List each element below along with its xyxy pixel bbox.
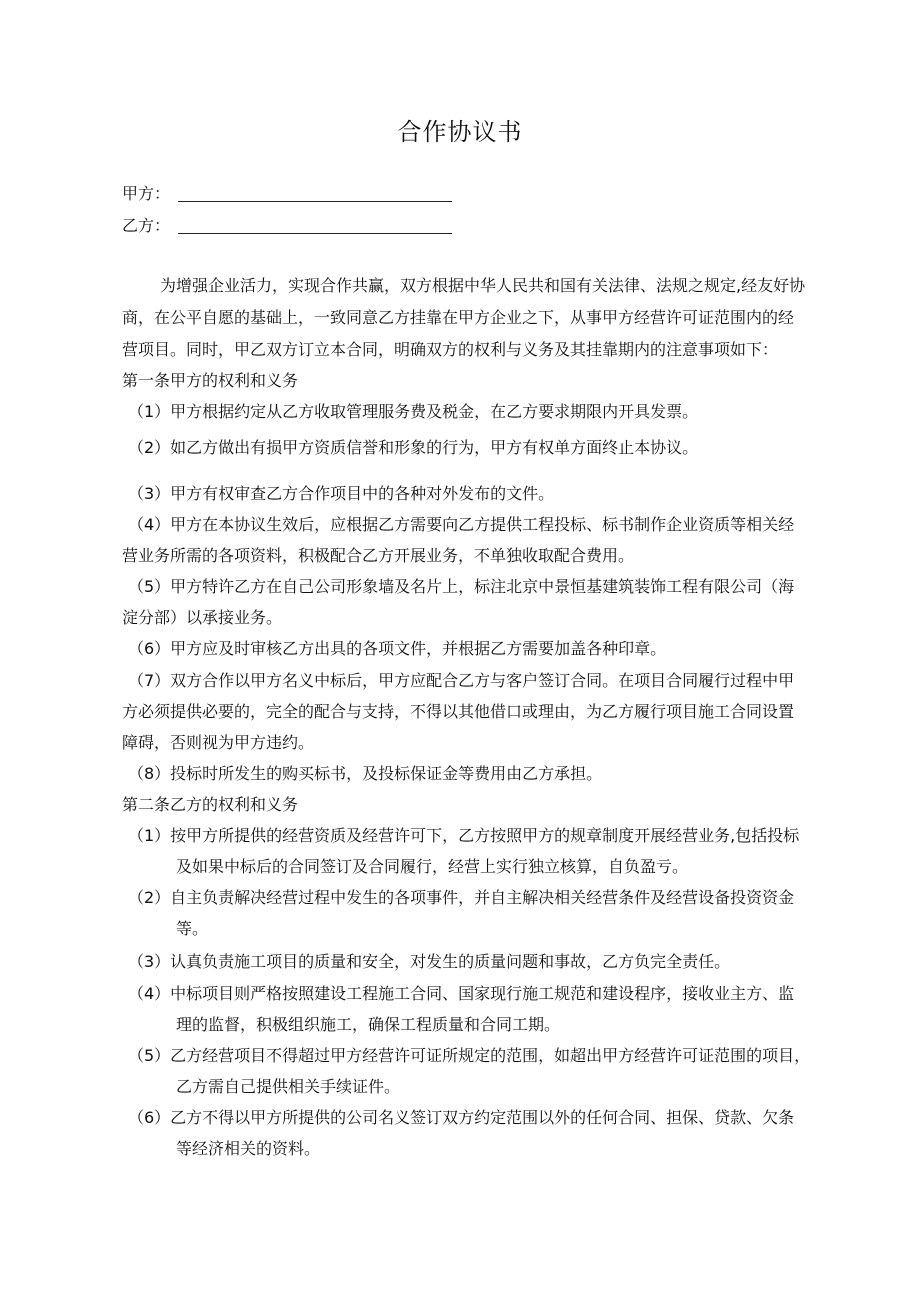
section-2-item-4: （4）中标项目则严格按照建设工程施工合同、国家现行施工规范和建设程序，接收业主方、监	[128, 984, 795, 1003]
party-b-blank-line	[178, 233, 452, 234]
section-1-item-2: （2）如乙方做出有损甲方资质信誉和形象的行为，甲方有权单方面终止本协议。	[128, 438, 699, 457]
section-1-item-6: （6）甲方应及时审核乙方出具的各项文件，并根据乙方需要加盖各种印章。	[128, 639, 667, 658]
section-2-item-6-cont: 等经济相关的资料。	[176, 1139, 321, 1158]
section-2-item-1: （1）按甲方所提供的经营资质及经营许可下，乙方按照甲方的规章制度开展经营业务,包括投标	[128, 826, 800, 845]
section-1-item-5-cont: 淀分部）以承接业务。	[122, 608, 283, 627]
intro-line: 营项目。同时，甲乙双方订立本合同，明确双方的权利与义务及其挂靠期内的注意事项如下：	[122, 340, 779, 359]
section-1-item-5: （5）甲方特许乙方在自己公司形象墙及名片上，标注北京中景恒基建筑装饰工程有限公司（海	[128, 577, 795, 596]
section-2-item-6: （6）乙方不得以甲方所提供的公司名义签订双方约定范围以外的任何合同、担保、贷款、欠条	[128, 1108, 795, 1127]
section-2-item-2: （2）自主负责解决经营过程中发生的各项事件，并自主解决相关经营条件及经营设备投资资金	[128, 888, 795, 907]
section-2-item-1-cont: 及如果中标后的合同签订及合同履行，经营上实行独立核算，自负盈亏。	[176, 857, 689, 876]
section-1-item-4: （4）甲方在本协议生效后，应根据乙方需要向乙方提供工程投标、标书制作企业资质等相关经	[128, 515, 795, 534]
party-b-label: 乙方：	[122, 216, 171, 235]
intro-line: 商，在公平自愿的基础上，一致同意乙方挂靠在甲方企业之下，从事甲方经营许可证范围内的经	[122, 308, 795, 327]
intro-line: 为增强企业活力，实现合作共赢，双方根据中华人民共和国有关法律、法规之规定,经友好协	[160, 276, 806, 295]
section-1-item-1: （1）甲方根据约定从乙方收取管理服务费及税金，在乙方要求期限内开具发票。	[128, 402, 699, 421]
document-title: 合作协议书	[397, 118, 523, 146]
section-1-item-7-cont: 方必须提供必要的，完全的配合与支持，不得以其他借口或理由，为乙方履行项目施工合同设置	[122, 702, 795, 721]
party-a-row	[122, 182, 178, 206]
section-2-item-5-cont: 乙方需自己提供相关手续证件。	[176, 1077, 401, 1096]
section-1-item-7-cont: 障碍，否则视为甲方违约。	[122, 733, 315, 752]
section-2-item-5: （5）乙方经营项目不得超过甲方经营许可证所规定的范围，如超出甲方经营许可证范围的项目，	[128, 1046, 811, 1065]
section-2-item-3: （3）认真负责施工项目的质量和安全，对发生的质量问题和事故，乙方负完全责任。	[128, 952, 731, 971]
section-2-item-2-cont: 等。	[176, 919, 209, 938]
section-2-heading: 第二条乙方的权利和义务	[122, 795, 299, 814]
party-a-label: 甲方：	[122, 184, 171, 203]
party-a-blank-line	[178, 201, 452, 202]
section-1-item-3: （3）甲方有权审查乙方合作项目中的各种对外发布的文件。	[128, 484, 555, 503]
section-1-heading: 第一条甲方的权利和义务	[122, 371, 299, 390]
party-b-row	[122, 214, 178, 238]
section-2-item-4-cont: 理的监督，积极组织施工，确保工程质量和合同工期。	[176, 1015, 561, 1034]
section-1-item-8: （8）投标时所发生的购买标书，及投标保证金等费用由乙方承担。	[128, 764, 603, 783]
section-1-item-4-cont: 营业务所需的各项资料，积极配合乙方开展业务，不单独收取配合费用。	[122, 546, 635, 565]
section-1-item-7: （7）双方合作以甲方名义中标后，甲方应配合乙方与客户签订合同。在项目合同履行过程中甲	[128, 671, 795, 690]
